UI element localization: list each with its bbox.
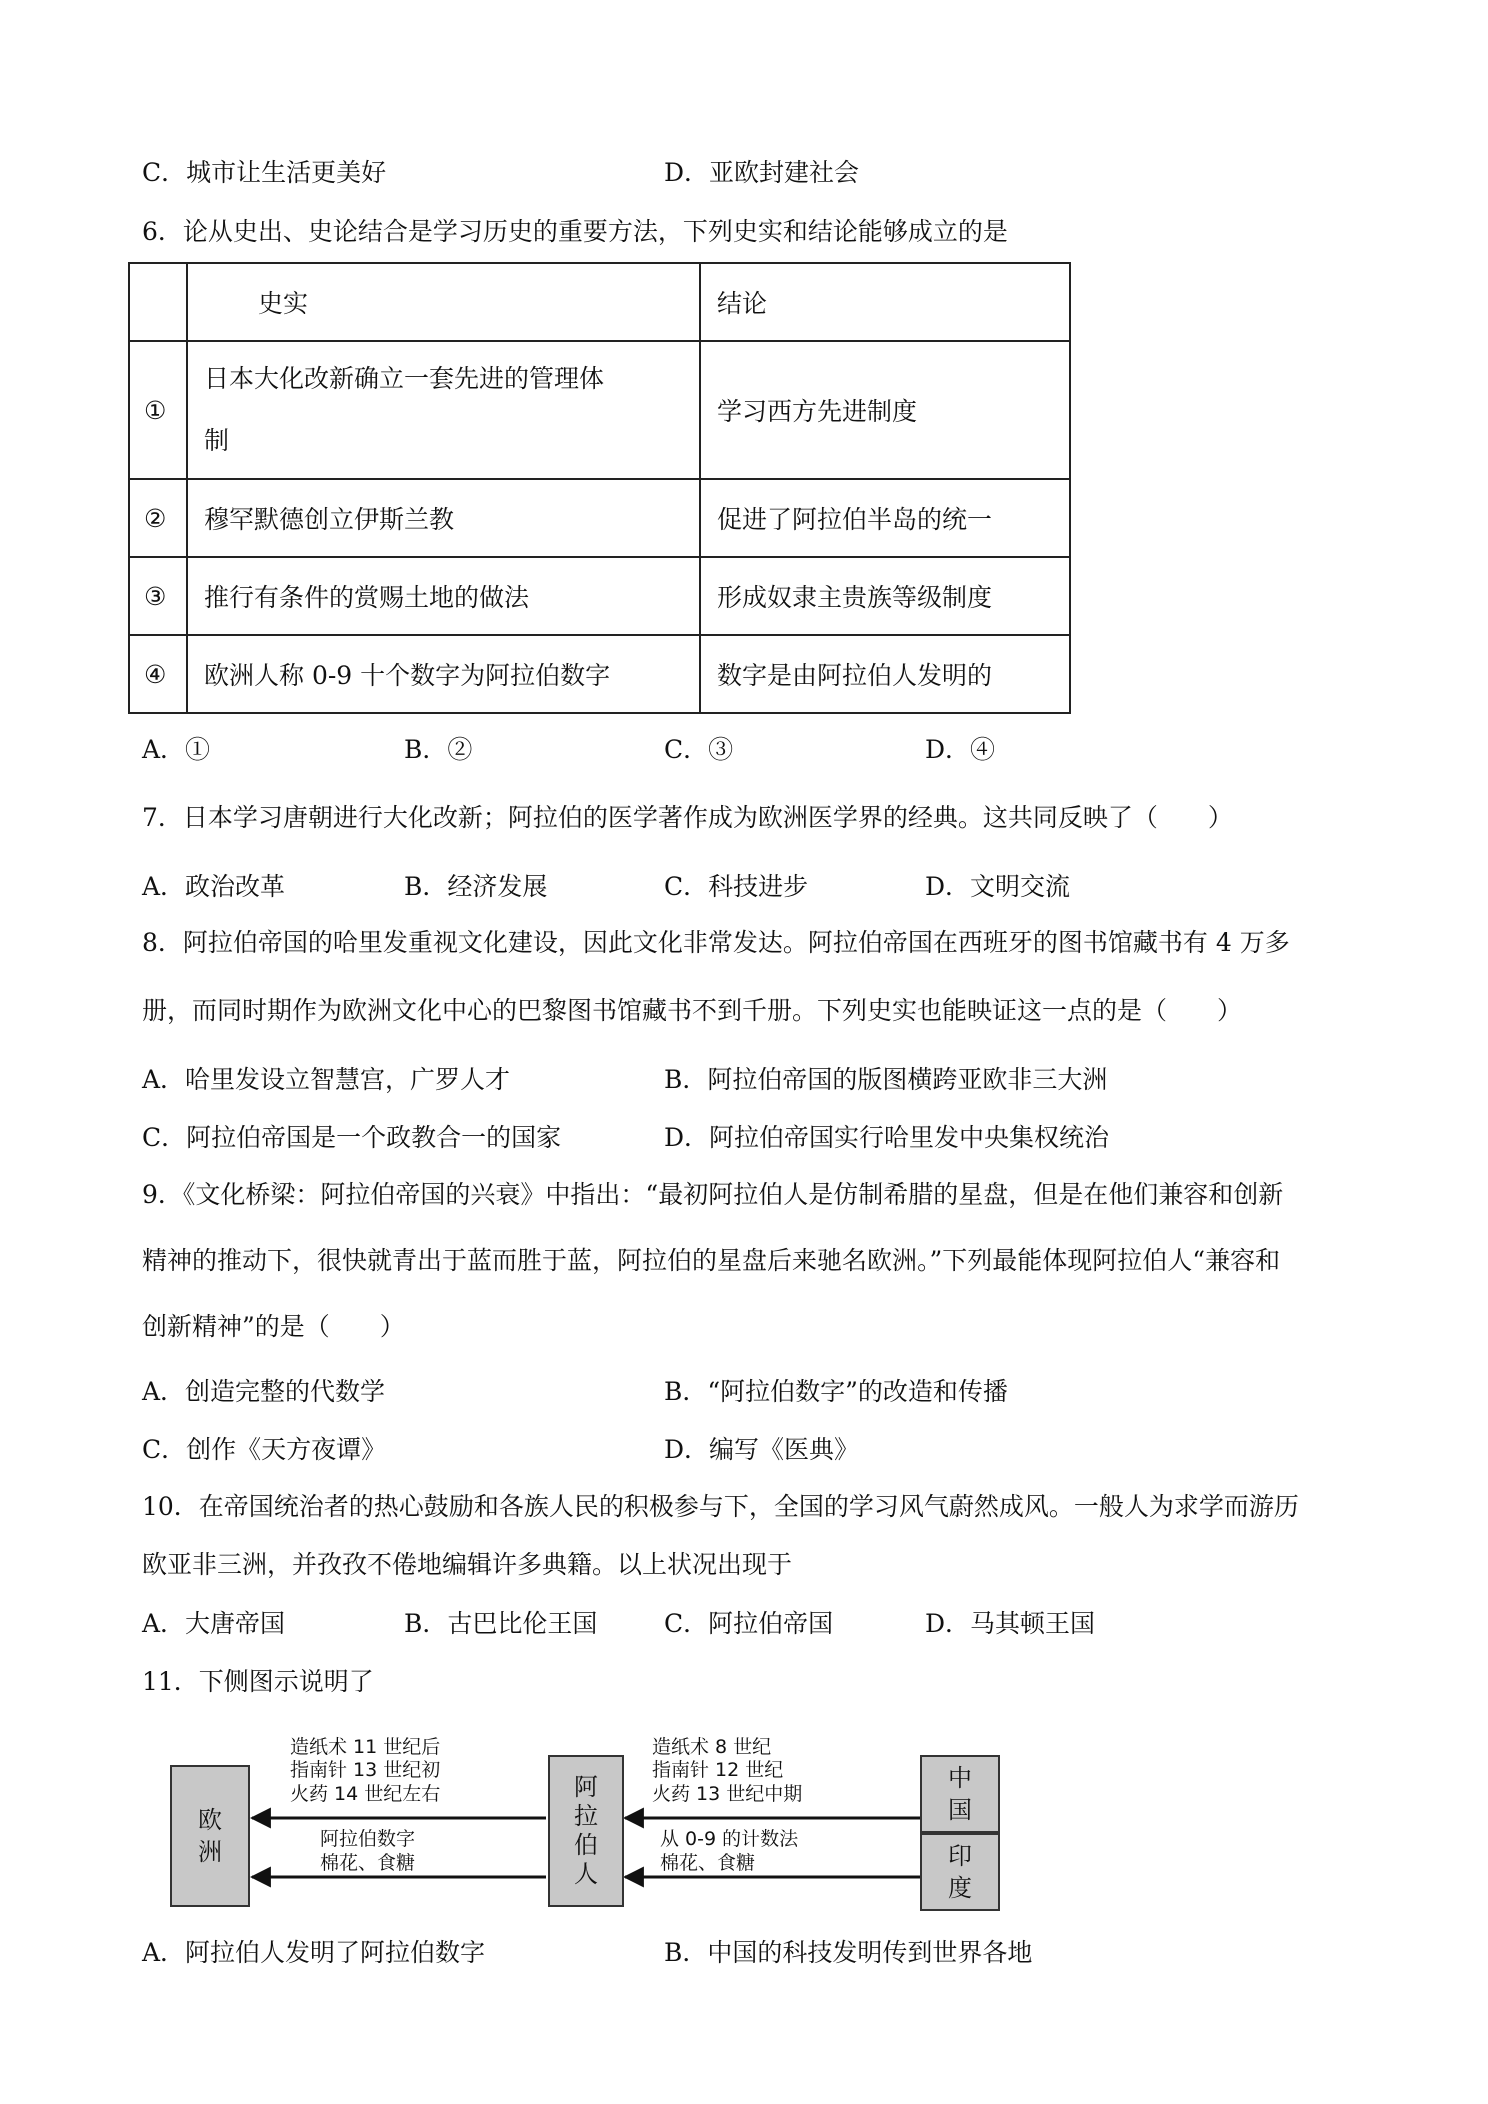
- q9-option-c: C．创作《天方夜谭》: [142, 1435, 387, 1464]
- china-box: 中 国: [920, 1755, 1000, 1833]
- row-conclusion: 促进了阿拉伯半岛的统一: [700, 479, 1070, 557]
- europe-box: 欧 洲: [170, 1765, 250, 1907]
- q7-stem: 7．日本学习唐朝进行大化改新；阿拉伯的医学著作成为欧洲医学界的经典。这共同反映了（ ）: [142, 803, 1233, 832]
- row-num: ③: [129, 557, 187, 635]
- q11-option-a: A．阿拉伯人发明了阿拉伯数字: [142, 1938, 486, 1967]
- q11-stem: 11．下侧图示说明了: [142, 1667, 374, 1696]
- q10-option-c: C．阿拉伯帝国: [664, 1609, 834, 1638]
- q5-option-c: C．城市让生活更美好: [142, 158, 387, 187]
- q6-option-b: B．②: [404, 735, 473, 764]
- q7-option-d: D．文明交流: [925, 872, 1071, 901]
- row-num: ④: [129, 635, 187, 713]
- row-fact: [187, 341, 700, 479]
- row-conclusion: 数字是由阿拉伯人发明的: [700, 635, 1070, 713]
- arabs-box: 阿 拉 伯 人: [548, 1755, 624, 1907]
- left-top-line-2: 指南针 13 世纪初: [290, 1759, 441, 1781]
- q6-stem: 6．论从史出、史论结合是学习历史的重要方法，下列史实和结论能够成立的是: [142, 217, 1008, 246]
- table-row: [129, 341, 1070, 479]
- left-top-line-3: 火药 14 世纪左右: [290, 1783, 441, 1805]
- q8-option-c: C．阿拉伯帝国是一个政教合一的国家: [142, 1123, 562, 1152]
- india-box: 印 度: [920, 1833, 1000, 1911]
- table-header-fact: 史实: [187, 263, 700, 341]
- table-row: [129, 635, 1070, 713]
- row-num: ②: [129, 479, 187, 557]
- q10-option-a: A．大唐帝国: [142, 1609, 286, 1638]
- q11-option-b: B．中国的科技发明传到世界各地: [664, 1938, 1033, 1967]
- q8-stem-line2: 册，而同时期作为欧洲文化中心的巴黎图书馆藏书不到千册。下列史实也能映证这一点的是（ ）: [142, 996, 1243, 1025]
- row-fact-line1: 日本大化改新确立一套先进的管理体: [204, 364, 605, 393]
- q8-option-b: B．阿拉伯帝国的版图横跨亚欧非三大洲: [664, 1065, 1108, 1094]
- table-row: [129, 479, 1070, 557]
- table-header-num: [129, 263, 187, 341]
- q10-stem-line2: 欧亚非三洲，并孜孜不倦地编辑许多典籍。以上状况出现于: [142, 1550, 793, 1579]
- q7-option-a: A．政治改革: [142, 872, 286, 901]
- right-top-line-1: 造纸术 8 世纪: [652, 1736, 772, 1758]
- right-top-line-2: 指南针 12 世纪: [652, 1759, 784, 1781]
- left-bottom-line-2: 棉花、食糖: [320, 1852, 416, 1874]
- table-header-row: [129, 263, 1070, 341]
- q9-stem-line3: 创新精神”的是（ ）: [142, 1312, 405, 1341]
- row-fact: 推行有条件的赏赐土地的做法: [187, 557, 700, 635]
- row-conclusion: 学习西方先进制度: [700, 341, 1070, 479]
- q7-option-b: B．经济发展: [404, 872, 548, 901]
- q7-option-c: C．科技进步: [664, 872, 809, 901]
- row-conclusion: 形成奴隶主贵族等级制度: [700, 557, 1070, 635]
- left-top-line-1: 造纸术 11 世纪后: [290, 1736, 441, 1758]
- q6-table: [128, 262, 1071, 714]
- q9-stem-line1: 9．《文化桥梁：阿拉伯帝国的兴衰》中指出：“最初阿拉伯人是仿制希腊的星盘，但是在他们兼容和创新: [142, 1180, 1284, 1209]
- right-bottom-line-2: 棉花、食糖: [660, 1852, 756, 1874]
- q6-option-a: A．①: [142, 735, 211, 764]
- q8-stem-line1: 8．阿拉伯帝国的哈里发重视文化建设，因此文化非常发达。阿拉伯帝国在西班牙的图书馆藏书有 4 万多: [142, 928, 1290, 957]
- q9-stem-line2: 精神的推动下，很快就青出于蓝而胜于蓝，阿拉伯的星盘后来驰名欧洲。”下列最能体现阿拉伯人“兼容和: [142, 1246, 1281, 1275]
- table-header-conclusion: 结论: [700, 263, 1070, 341]
- right-top-line-3: 火药 13 世纪中期: [652, 1783, 803, 1805]
- row-fact-line2: 制: [204, 426, 230, 455]
- q10-option-d: D．马其顿王国: [925, 1609, 1096, 1638]
- q8-option-d: D．阿拉伯帝国实行哈里发中央集权统治: [664, 1123, 1110, 1152]
- right-bottom-line-1: 从 0-9 的计数法: [660, 1828, 799, 1850]
- q11-flow-diagram: [160, 1735, 1020, 1915]
- row-fact: 穆罕默德创立伊斯兰教: [187, 479, 700, 557]
- q9-option-d: D．编写《医典》: [664, 1435, 860, 1464]
- q5-option-d: D．亚欧封建社会: [664, 158, 860, 187]
- q9-option-b: B．“阿拉伯数字”的改造和传播: [664, 1377, 1008, 1406]
- q10-option-b: B．古巴比伦王国: [404, 1609, 598, 1638]
- q6-option-c: C．③: [664, 735, 734, 764]
- q10-stem-line1: 10．在帝国统治者的热心鼓励和各族人民的积极参与下，全国的学习风气蔚然成风。一般人为求学而游历: [142, 1492, 1299, 1521]
- q6-option-d: D．④: [925, 735, 996, 764]
- row-num: ①: [129, 341, 187, 479]
- q8-option-a: A．哈里发设立智慧宫，广罗人才: [142, 1065, 511, 1094]
- table-row: [129, 557, 1070, 635]
- q9-option-a: A．创造完整的代数学: [142, 1377, 386, 1406]
- row-fact: 欧洲人称 0-9 十个数字为阿拉伯数字: [187, 635, 700, 713]
- left-bottom-line-1: 阿拉伯数字: [320, 1828, 416, 1850]
